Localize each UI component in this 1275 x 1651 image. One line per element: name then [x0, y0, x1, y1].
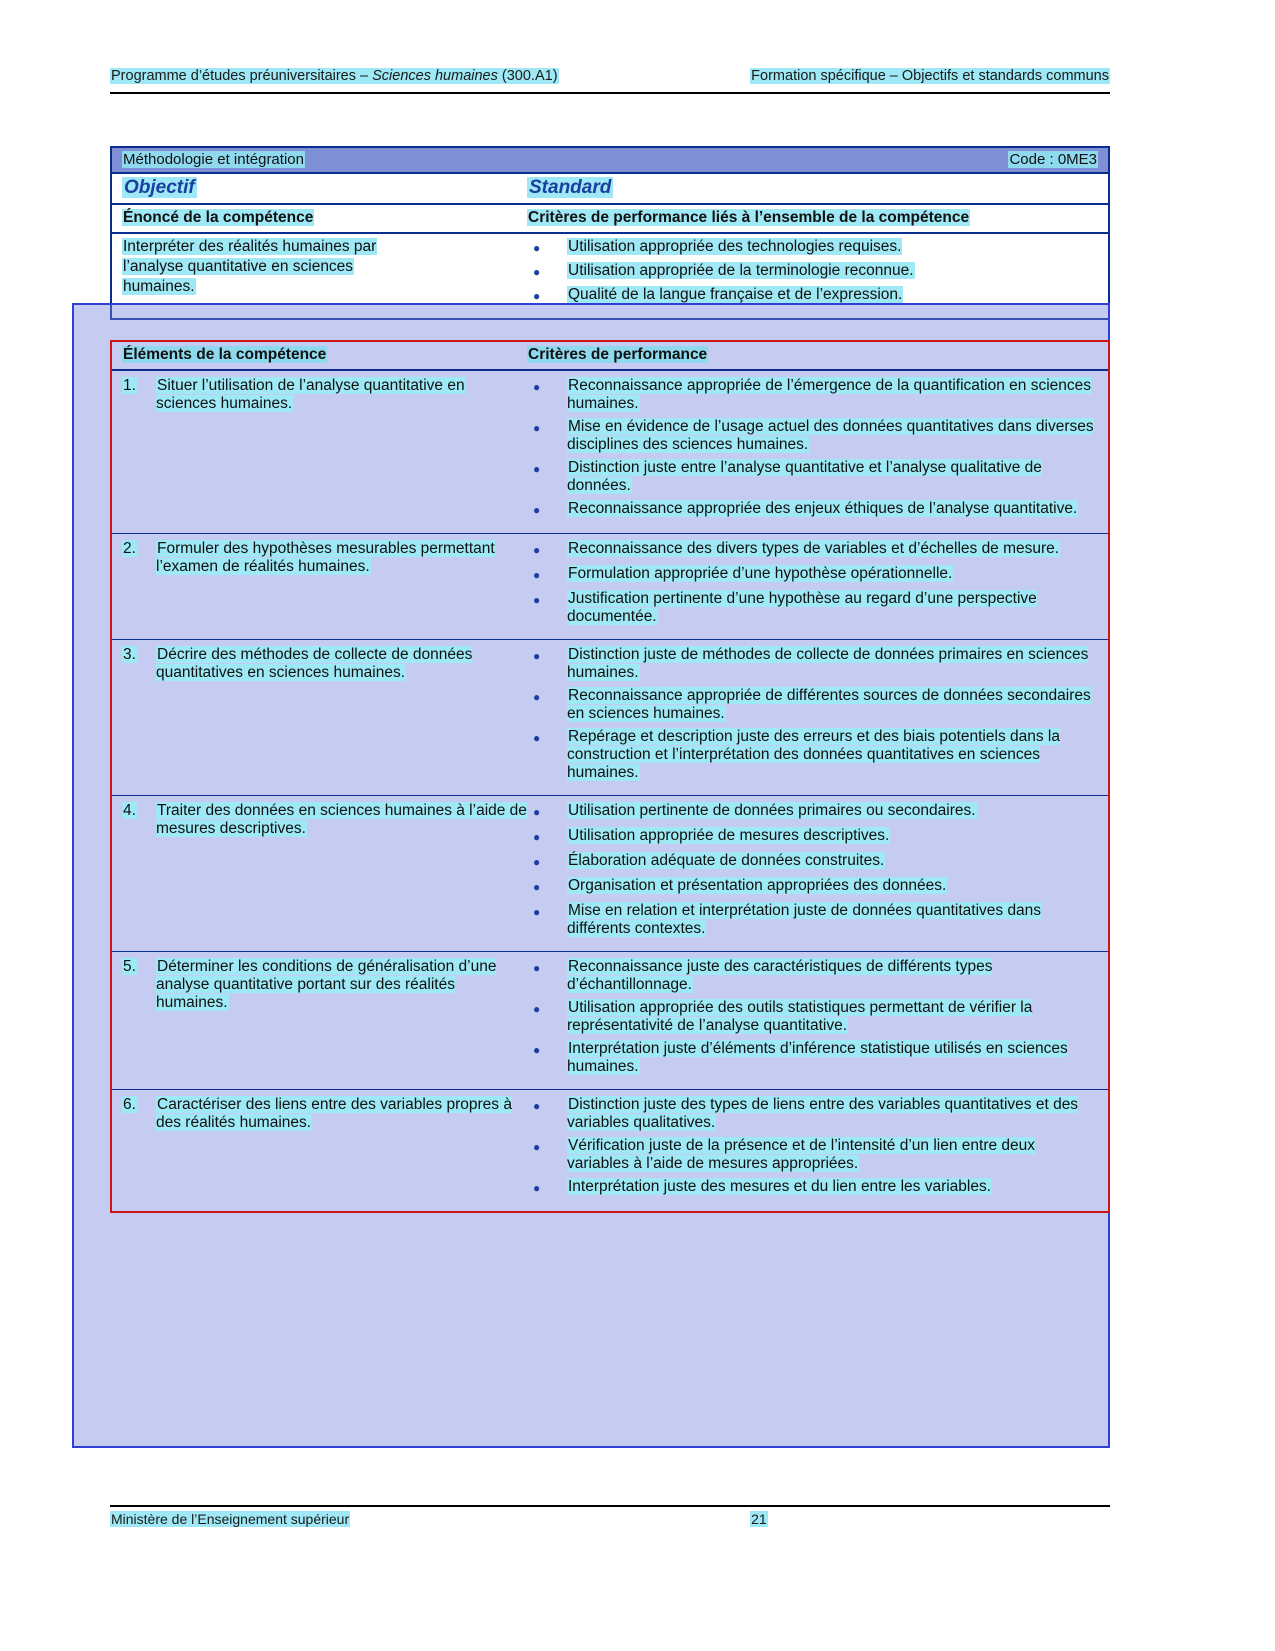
criterion-text: Reconnaissance juste des caractéristiques de différents types d’échantillonnage. — [567, 958, 993, 993]
bullet-icon: ● — [533, 1181, 541, 1195]
bullet-icon: ● — [533, 1002, 541, 1016]
criterion-text: Distinction juste des types de liens entre des variables quantitatives et des variables qualitatives. — [567, 1096, 1079, 1131]
criteria-list — [527, 802, 1098, 938]
header-right: Formation spécifique – Objectifs et standards communs — [751, 68, 1109, 84]
criterion-text-wrap — [567, 1178, 1098, 1196]
criteria-list — [527, 1096, 1098, 1198]
element-text — [156, 646, 527, 787]
bullet-icon: ● — [533, 241, 541, 255]
bullet-icon: ● — [533, 289, 541, 303]
bullet-icon: ● — [533, 1140, 541, 1154]
criterion-text-wrap — [567, 1096, 1098, 1132]
footer-divider — [110, 1505, 1110, 1507]
performance-header-cell — [527, 346, 708, 364]
elements-header-row — [112, 342, 1108, 371]
criterion-text: Qualité de la langue française et de l’expression. — [568, 286, 903, 303]
enonce-line-text: Interpréter des réalités humaines par — [123, 238, 377, 255]
enonce-line — [122, 258, 527, 276]
element-text — [156, 1096, 527, 1203]
criteria-list — [527, 377, 1098, 520]
criteria-cell — [527, 958, 1098, 1081]
criterion-text: Distinction juste entre l’analyse quantitative et l’analyse qualitative de données. — [567, 459, 1042, 494]
page-header — [110, 68, 1110, 84]
header-left — [110, 68, 559, 84]
criterion-text: Reconnaissance des divers types de variables et d’échelles de mesure. — [568, 540, 1060, 557]
enonce-line-text: humaines. — [123, 278, 195, 295]
criteria-list — [527, 540, 1098, 626]
criterion-text-wrap — [567, 238, 1098, 256]
criteria-list — [527, 646, 1098, 782]
element-number — [122, 646, 156, 787]
criterion-text-wrap — [567, 262, 1098, 280]
criterion-text: Distinction juste de méthodes de collecte de données primaires en sciences humaines. — [567, 646, 1089, 681]
footer-ministry: Ministère de l’Enseignement supérieur — [111, 1511, 350, 1527]
element-number — [122, 540, 156, 631]
criteria-list — [527, 958, 1098, 1076]
enonce-line-text: l’analyse quantitative en sciences — [123, 258, 354, 275]
element-text-value: Formuler des hypothèses mesurables permettant l’examen de réalités humaines. — [156, 540, 495, 575]
table-row — [112, 534, 1108, 640]
list-item — [527, 902, 1098, 938]
list-item — [527, 827, 1098, 847]
list-item — [527, 1096, 1098, 1132]
criterion-text: Vérification juste de la présence et de l’intensité d’un lien entre deux variables à l’aide de mesures appropriées. — [567, 1137, 1036, 1172]
elements-table — [110, 340, 1110, 1213]
element-text — [156, 802, 527, 943]
criterion-text-wrap — [567, 565, 1098, 583]
performance-header-text: Critères de performance — [528, 346, 708, 363]
criterion-text-wrap — [567, 802, 1098, 820]
criteria-cell — [527, 540, 1098, 631]
criterion-text: Mise en évidence de l’usage actuel des données quantitatives dans diverses disciplines des sciences humaines. — [567, 418, 1094, 453]
competency-title: Méthodologie et intégration — [123, 151, 304, 168]
enonce-line — [122, 238, 527, 256]
criterion-text: Utilisation appropriée de la terminologie reconnue. — [568, 262, 914, 279]
criterion-text: Mise en relation et interprétation juste de données quantitatives dans différents contextes. — [567, 902, 1042, 937]
criterion-text-wrap — [567, 286, 1098, 304]
bullet-icon: ● — [533, 690, 541, 704]
criteres-header-text: Critères de performance liés à l’ensemble de la compétence — [528, 209, 970, 226]
criterion-text: Utilisation appropriée de mesures descriptives. — [568, 827, 890, 844]
criteria-cell — [527, 377, 1098, 525]
element-number-text: 1. — [123, 377, 136, 394]
bullet-icon: ● — [533, 503, 541, 517]
criterion-text: Utilisation pertinente de données primaires ou secondaires. — [568, 802, 976, 819]
criterion-text: Utilisation appropriée des technologies requises. — [568, 238, 902, 255]
competency-band — [112, 148, 1108, 174]
criteria-cell — [527, 1096, 1098, 1203]
element-cell — [122, 1096, 527, 1203]
criterion-text-wrap — [567, 687, 1098, 723]
bullet-icon: ● — [533, 805, 541, 819]
element-number-text: 3. — [123, 646, 136, 663]
element-text-value: Situer l’utilisation de l’analyse quantitative en sciences humaines. — [156, 377, 465, 412]
enonce-header-text: Énoncé de la compétence — [123, 209, 314, 226]
element-text — [156, 958, 527, 1081]
element-text-value: Traiter des données en sciences humaines à l’aide de mesures descriptives. — [156, 802, 527, 837]
table-row — [112, 371, 1108, 534]
bullet-icon: ● — [533, 543, 541, 557]
competency-box — [110, 146, 1110, 320]
criteria-cell — [527, 802, 1098, 943]
element-number — [122, 377, 156, 525]
element-cell — [122, 958, 527, 1081]
bullet-icon: ● — [533, 593, 541, 607]
bullet-icon: ● — [533, 961, 541, 975]
list-item — [527, 958, 1098, 994]
list-item — [527, 377, 1098, 413]
criterion-text: Justification pertinente d’une hypothèse au regard d’une perspective documentée. — [567, 590, 1037, 625]
bullet-icon: ● — [533, 421, 541, 435]
list-item — [527, 1040, 1098, 1076]
criterion-text-wrap — [567, 728, 1098, 782]
bullet-icon: ● — [533, 265, 541, 279]
criterion-text-wrap — [567, 827, 1098, 845]
criterion-text: Interprétation juste des mesures et du lien entre les variables. — [568, 1178, 992, 1195]
element-number-text: 4. — [123, 802, 136, 819]
criterion-text: Repérage et description juste des erreurs et des biais potentiels dans la construction et l’interprétation des données quantitatives en sciences humaines. — [567, 728, 1060, 781]
element-text — [156, 540, 527, 631]
criterion-text: Utilisation appropriée des outils statistiques permettant de vérifier la représentativité de l’analyse quantitative. — [567, 999, 1033, 1034]
criterion-text-wrap — [567, 418, 1098, 454]
element-number — [122, 958, 156, 1081]
table-row — [112, 952, 1108, 1090]
criterion-text: Reconnaissance appropriée de l’émergence de la quantification en sciences humaines. — [567, 377, 1092, 412]
criterion-text: Reconnaissance appropriée de différentes sources de données secondaires en sciences humaines. — [567, 687, 1091, 722]
list-item — [527, 802, 1098, 822]
bullet-icon: ● — [533, 649, 541, 663]
criterion-text-wrap — [567, 877, 1098, 895]
bullet-icon: ● — [533, 380, 541, 394]
element-text-value: Caractériser des liens entre des variables propres à des réalités humaines. — [156, 1096, 512, 1131]
header-left-italic: Sciences humaines — [372, 68, 498, 84]
standard-label: Standard — [529, 177, 612, 198]
objectif-column-title — [122, 177, 527, 199]
list-item — [527, 1137, 1098, 1173]
criterion-text-wrap — [567, 459, 1098, 495]
criterion-text-wrap — [567, 852, 1098, 870]
criterion-text-wrap — [567, 540, 1098, 558]
criteria-cell — [527, 646, 1098, 787]
page-footer — [110, 1511, 1110, 1527]
list-item — [527, 500, 1098, 520]
competency-code: Code : 0ME3 — [1009, 151, 1097, 168]
criteres-header-cell — [527, 209, 970, 227]
list-item — [527, 565, 1098, 585]
criterion-text: Interprétation juste d’éléments d’inférence statistique utilisés en sciences humaines. — [567, 1040, 1068, 1075]
element-text — [156, 377, 527, 525]
bullet-icon: ● — [533, 905, 541, 919]
list-item — [527, 238, 1098, 258]
footer-page-number: 21 — [751, 1511, 767, 1527]
bullet-icon: ● — [533, 880, 541, 894]
list-item — [527, 262, 1098, 282]
element-cell — [122, 646, 527, 787]
element-text-value: Déterminer les conditions de généralisation d’une analyse quantitative portant sur des réalités humaines. — [156, 958, 497, 1011]
list-item — [527, 687, 1098, 723]
list-item — [527, 418, 1098, 454]
criterion-text: Reconnaissance appropriée des enjeux éthiques de l’analyse quantitative. — [568, 500, 1078, 517]
global-criteres-cell — [527, 238, 1098, 310]
element-text-value: Décrire des méthodes de collecte de données quantitatives en sciences humaines. — [156, 646, 473, 681]
criterion-text: Élaboration adéquate de données construites. — [568, 852, 885, 869]
list-item — [527, 877, 1098, 897]
bullet-icon: ● — [533, 1099, 541, 1113]
element-cell — [122, 377, 527, 525]
list-item — [527, 646, 1098, 682]
criterion-text-wrap — [567, 999, 1098, 1035]
bullet-icon: ● — [533, 830, 541, 844]
header-divider — [110, 92, 1110, 94]
objectif-label: Objectif — [124, 177, 195, 198]
list-item — [527, 999, 1098, 1035]
enonce-header-row — [112, 205, 1108, 234]
element-number-text: 6. — [123, 1096, 136, 1113]
criterion-text: Organisation et présentation appropriées des données. — [568, 877, 947, 894]
criterion-text-wrap — [567, 1137, 1098, 1173]
element-cell — [122, 802, 527, 943]
list-item — [527, 540, 1098, 560]
bullet-icon: ● — [533, 731, 541, 745]
standard-column-title — [527, 177, 613, 199]
header-left-suffix: (300.A1) — [497, 68, 558, 84]
list-item — [527, 852, 1098, 872]
element-number-text: 5. — [123, 958, 136, 975]
bullet-icon: ● — [533, 855, 541, 869]
element-cell — [122, 540, 527, 631]
bullet-icon: ● — [533, 1043, 541, 1057]
bullet-icon: ● — [533, 462, 541, 476]
criterion-text-wrap — [567, 590, 1098, 626]
global-criteres-list — [527, 238, 1098, 306]
element-number-text: 2. — [123, 540, 136, 557]
header-left-prefix: Programme d’études préuniversitaires – — [111, 68, 373, 84]
column-titles — [112, 174, 1108, 205]
elements-header-cell — [122, 346, 527, 364]
criterion-text: Formulation appropriée d’une hypothèse opérationnelle. — [568, 565, 953, 582]
criterion-text-wrap — [567, 902, 1098, 938]
enonce-text-cell — [122, 238, 527, 310]
enonce-line — [122, 278, 527, 296]
criterion-text-wrap — [567, 500, 1098, 518]
element-number — [122, 802, 156, 943]
list-item — [527, 459, 1098, 495]
list-item — [527, 728, 1098, 782]
table-row — [112, 1090, 1108, 1211]
element-number — [122, 1096, 156, 1203]
table-row — [112, 796, 1108, 952]
elements-header-text: Éléments de la compétence — [123, 346, 327, 363]
table-row — [112, 640, 1108, 796]
list-item — [527, 590, 1098, 626]
bullet-icon: ● — [533, 568, 541, 582]
criterion-text-wrap — [567, 646, 1098, 682]
criterion-text-wrap — [567, 377, 1098, 413]
list-item — [527, 1178, 1098, 1198]
criterion-text-wrap — [567, 958, 1098, 994]
criterion-text-wrap — [567, 1040, 1098, 1076]
enonce-header-cell — [122, 209, 527, 227]
